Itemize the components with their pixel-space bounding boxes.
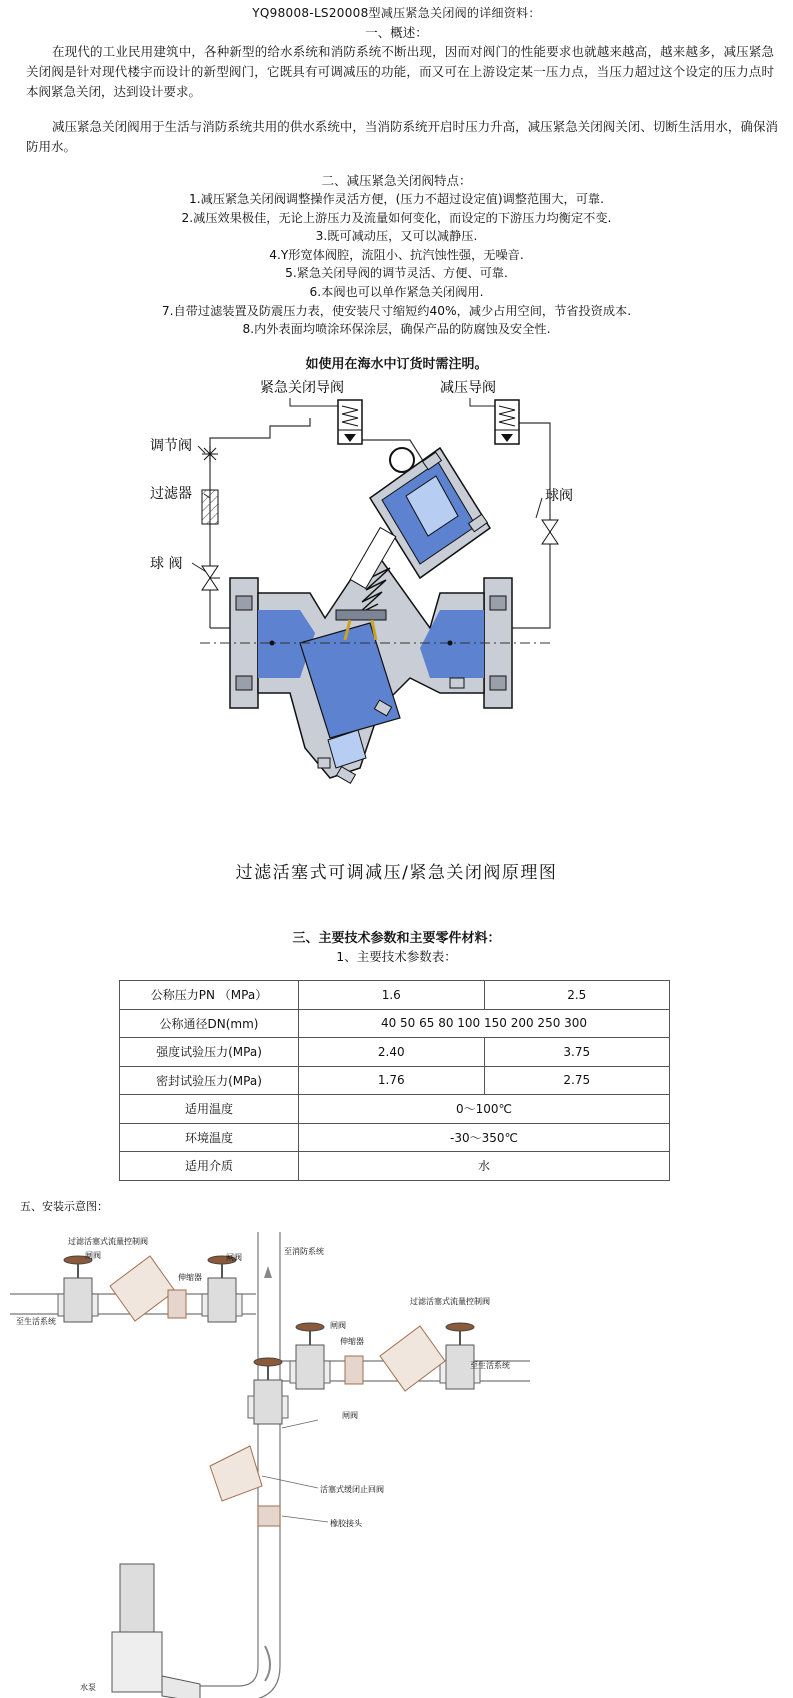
seawater-notice: 如使用在海水中订货时需注明。	[305, 357, 488, 372]
spec-label: 公称通径DN(mm)	[120, 1009, 299, 1038]
spec-value: 1.76	[299, 1066, 485, 1095]
section-heading-overview: 一、概述：	[365, 25, 428, 40]
spec-value: 40 50 65 80 100 150 200 250 300	[299, 1009, 670, 1038]
spec-label: 公称压力PN （MPa）	[120, 981, 299, 1010]
label-to-fire: 至消防系统	[284, 1247, 324, 1256]
label-domestic-right: 至生活系统	[470, 1361, 510, 1370]
specs-subheading: 1、主要技术参数表：	[336, 949, 457, 964]
flow-control-valve-top	[110, 1256, 175, 1321]
diagram-caption: 过滤活塞式可调减压/紧急关闭阀原理图	[235, 863, 558, 883]
label-gate-b: 闸阀	[226, 1253, 242, 1262]
valve-body	[200, 448, 550, 783]
spec-label: 密封试验压力(MPa)	[120, 1066, 299, 1095]
feature-item: 2.减压效果极佳，无论上游压力及流量如何变化，而设定的下游压力均衡定不变.	[181, 210, 612, 225]
feature-item: 5.紧急关闭导阀的调节灵活、方便、可靠.	[285, 266, 508, 281]
table-row	[120, 1123, 670, 1152]
feature-item: 4.Y形宽体阀腔，流阻小、抗汽蚀性强，无噪音.	[269, 247, 524, 262]
installation-diagram	[0, 1196, 793, 1698]
gate-valve-c	[290, 1323, 330, 1389]
valve-principle-diagram	[140, 378, 600, 848]
spec-value: 水	[299, 1152, 670, 1181]
overview-paragraph-2: 减压紧急关闭阀用于生活与消防系统共用的供水系统中，当消防系统开启时压力升高，减压紧急关闭阀关闭、切断生活用水，确保消防用水。	[26, 119, 778, 154]
label-flow-valve-right: 过滤活塞式流量控制阀	[410, 1297, 490, 1306]
ball-valve-right-icon	[542, 520, 558, 544]
reducing-pilot-label: 减压导阀	[440, 380, 496, 396]
spec-label: 适用温度	[120, 1095, 299, 1124]
spec-value: 2.40	[299, 1038, 485, 1067]
section-heading-specs: 三、主要技术参数和主要零件材料：	[292, 931, 501, 946]
filter-icon	[202, 490, 218, 524]
label-gate-a: 闸阀	[85, 1251, 101, 1260]
spec-value: 0～100℃	[299, 1095, 670, 1124]
spec-value: 1.6	[299, 981, 485, 1010]
install-heading: 五、安装示意图：	[20, 1200, 108, 1213]
feature-item: 6.本阀也可以单作紧急关闭阀用.	[309, 284, 484, 299]
ball-valve-left-icon	[202, 566, 220, 590]
spec-value: -30～350℃	[299, 1123, 670, 1152]
spec-label: 环境温度	[120, 1123, 299, 1152]
gate-valve-vertical	[248, 1358, 288, 1424]
regulating-valve-icon	[202, 446, 218, 462]
label-gate-d: 闸阀	[342, 1411, 358, 1420]
spec-table	[119, 980, 670, 1181]
table-row	[120, 981, 670, 1010]
table-row	[120, 1095, 670, 1124]
document-title: YQ98008-LS20008型减压紧急关闭阀的详细资料：	[252, 6, 541, 20]
emergency-pilot-label: 紧急关闭导阀	[260, 380, 344, 396]
ball-valve-left-label: 球 阀	[150, 556, 183, 572]
spec-value: 2.75	[484, 1066, 670, 1095]
feature-item: 3.既可减动压，又可以减静压.	[315, 229, 478, 244]
gate-valve-b	[202, 1256, 242, 1322]
ball-valve-right-label: 球阀	[545, 488, 573, 504]
spec-label: 强度试验压力(MPa)	[120, 1038, 299, 1067]
label-domestic-left: 至生活系统	[16, 1317, 56, 1326]
pump-icon	[112, 1564, 200, 1698]
table-row	[120, 1152, 670, 1181]
table-row	[120, 1009, 670, 1038]
label-gate-c: 闸阀	[330, 1321, 346, 1330]
table-row	[120, 1066, 670, 1095]
filter-label: 过滤器	[150, 486, 192, 502]
overview-paragraph-1: 在现代的工业民用建筑中，各种新型的给水系统和消防系统不断出现，因而对阀门的性能要求也就越来越高，越来越多，减压紧急关闭阀是针对现代楼宇而设计的新型阀门，它既具有可调减压的功能，而又可在上游设定某一压力点，当压力超过这个设定的压力点时本阀紧急关闭，达到设计要求。	[26, 44, 774, 99]
features-list	[0, 190, 793, 339]
label-flexible-joint: 橡胶接头	[330, 1519, 362, 1528]
emergency-pilot-valve	[338, 400, 362, 444]
feature-item: 7.自带过滤装置及防震压力表，使安装尺寸缩短约40%，减少占用空间，节省投资成本.	[161, 303, 632, 318]
regulating-valve-label: 调节阀	[150, 438, 192, 454]
table-row	[120, 1038, 670, 1067]
feature-item: 8.内外表面均喷涂环保涂层，确保产品的防腐蚀及安全性.	[242, 322, 551, 337]
label-expansion-b: 伸缩器	[340, 1337, 364, 1346]
section-heading-features: 二、减压紧急关闭阀特点：	[321, 173, 472, 188]
label-check-valve: 活塞式缓闭止回阀	[320, 1485, 384, 1494]
label-pump: 水泵	[80, 1683, 96, 1692]
label-expansion-a: 伸缩器	[178, 1273, 202, 1282]
spec-value: 2.5	[484, 981, 670, 1010]
gate-valve-a	[58, 1256, 98, 1322]
check-valve-icon	[210, 1446, 262, 1501]
reducing-pilot-valve	[495, 400, 519, 444]
spec-value: 3.75	[484, 1038, 670, 1067]
spec-label: 适用介质	[120, 1152, 299, 1181]
label-flow-valve-top: 过滤活塞式流量控制阀	[68, 1237, 148, 1246]
gate-valve-d	[440, 1323, 480, 1389]
feature-item: 1.减压紧急关闭阀调整操作灵活方便，(压力不超过设定值)调整范围大，可靠.	[188, 192, 604, 206]
